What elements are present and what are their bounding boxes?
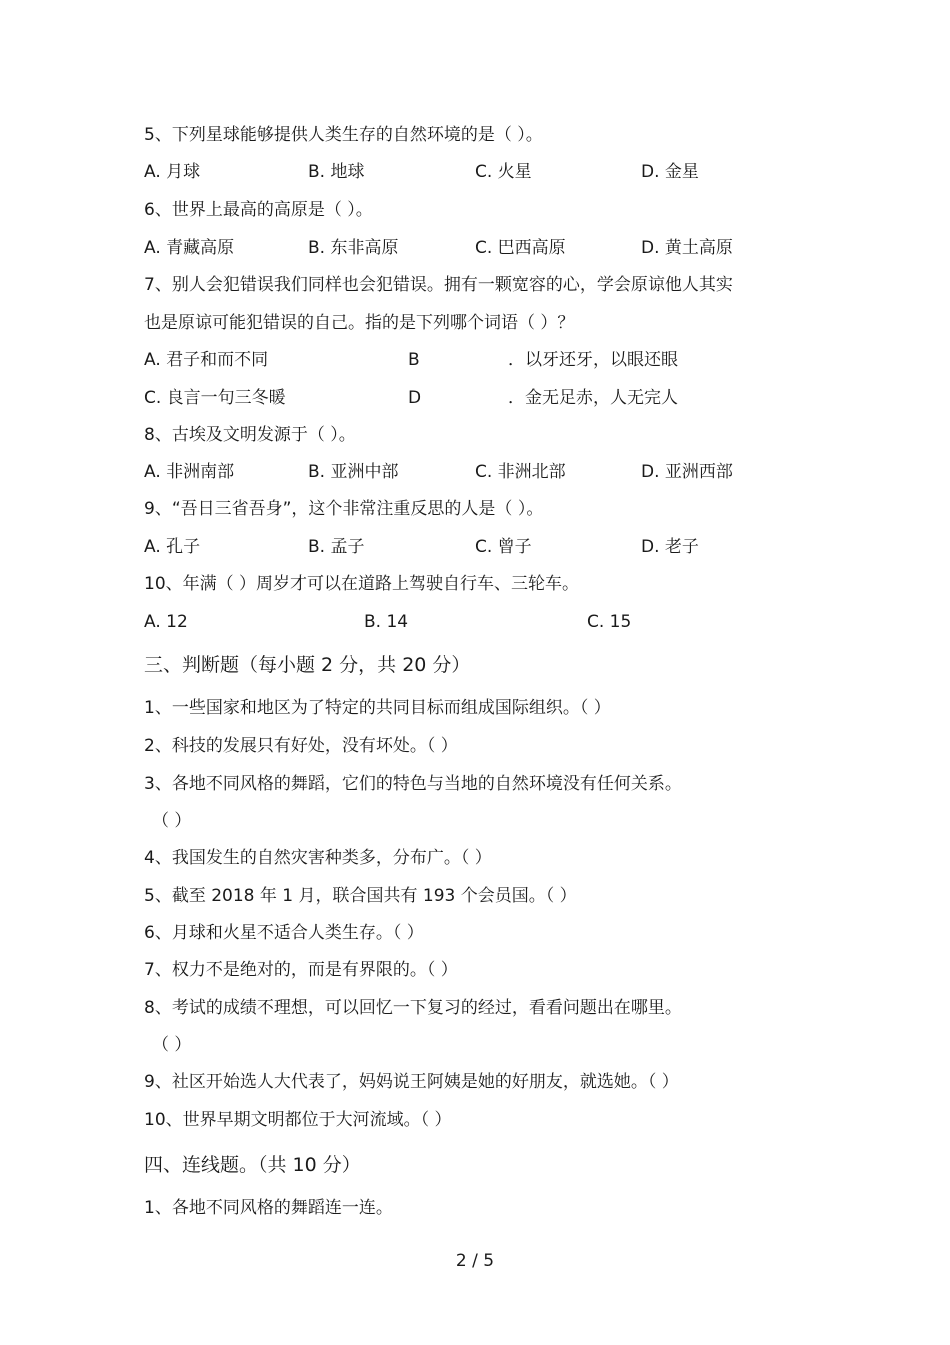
- judge-item-5: 5、截至 2018 年 1 月，联合国共有 193 个会员国。（ ）: [144, 886, 577, 906]
- q8-option-a: A. 非洲南部: [144, 462, 235, 482]
- q5-option-c: C. 火星: [475, 162, 532, 182]
- judge-item-8: 8、考试的成绩不理想，可以回忆一下复习的经过，看看问题出在哪里。: [144, 998, 682, 1018]
- judge-item-2: 2、科技的发展只有好处，没有坏处。（ ）: [144, 736, 458, 756]
- judge-item-1: 1、一些国家和地区为了特定的共同目标而组成国际组织。（ ）: [144, 698, 611, 718]
- section-3-title: 三、判断题（每小题 2 分，共 20 分）: [144, 654, 471, 676]
- question-7-line-2: 也是原谅可能犯错误的自己。指的是下列哪个词语（ ）？: [144, 313, 575, 333]
- q6-option-a: A. 青藏高原: [144, 238, 235, 258]
- judge-item-4: 4、我国发生的自然灾害种类多，分布广。（ ）: [144, 848, 492, 868]
- q6-option-b: B. 东非高原: [308, 238, 399, 258]
- judge-item-9: 9、社区开始选人大代表了，妈妈说王阿姨是她的好朋友，就选她。（ ）: [144, 1072, 679, 1092]
- judge-item-10: 10、世界早期文明都位于大河流域。（ ）: [144, 1110, 452, 1130]
- question-7-line-1: 7、别人会犯错误我们同样也会犯错误。拥有一颗宽容的心，学会原谅他人其实: [144, 275, 733, 295]
- q5-option-a: A. 月球: [144, 162, 201, 182]
- judge-item-3: 3、各地不同风格的舞蹈，它们的特色与当地的自然环境没有任何关系。: [144, 774, 682, 794]
- judge-item-3-bracket: （ ）: [152, 811, 192, 831]
- q9-option-a: A. 孔子: [144, 537, 201, 557]
- judge-item-8-bracket: （ ）: [152, 1035, 192, 1055]
- q8-option-b: B. 亚洲中部: [308, 462, 399, 482]
- q5-option-d: D. 金星: [641, 162, 699, 182]
- question-5: 5、下列星球能够提供人类生存的自然环境的是（ ）。: [144, 125, 543, 145]
- match-item-1: 1、各地不同风格的舞蹈连一连。: [144, 1198, 393, 1218]
- q10-option-a: A. 12: [144, 612, 188, 632]
- question-6: 6、世界上最高的高原是（ ）。: [144, 200, 373, 220]
- q8-option-c: C. 非洲北部: [475, 462, 566, 482]
- q9-option-c: C. 曾子: [475, 537, 532, 557]
- q5-option-b: B. 地球: [308, 162, 365, 182]
- q7-option-a: A. 君子和而不同: [144, 350, 269, 370]
- q10-option-b: B. 14: [364, 612, 409, 632]
- q8-option-d: D. 亚洲西部: [641, 462, 733, 482]
- q10-option-c: C. 15: [587, 612, 632, 632]
- q9-option-b: B. 孟子: [308, 537, 365, 557]
- page-number: 2 / 5: [455, 1251, 495, 1271]
- q7-option-d-letter: D: [408, 388, 422, 408]
- question-8: 8、古埃及文明发源于（ ）。: [144, 425, 356, 445]
- q7-option-c: C. 良言一句三冬暖: [144, 388, 286, 408]
- q6-option-c: C. 巴西高原: [475, 238, 566, 258]
- question-9: 9、“吾日三省吾身”，这个非常注重反思的人是（ ）。: [144, 499, 544, 519]
- section-4-title: 四、连线题。（共 10 分）: [144, 1154, 361, 1176]
- judge-item-7: 7、权力不是绝对的，而是有界限的。（ ）: [144, 960, 458, 980]
- q9-option-d: D. 老子: [641, 537, 699, 557]
- judge-item-6: 6、月球和火星不适合人类生存。（ ）: [144, 923, 424, 943]
- q7-option-d-text: ．金无足赤，人无完人: [508, 388, 678, 408]
- question-10: 10、年满（ ）周岁才可以在道路上驾驶自行车、三轮车。: [144, 574, 580, 594]
- q6-option-d: D. 黄土高原: [641, 238, 733, 258]
- q7-option-b-letter: B: [408, 350, 420, 370]
- q7-option-b-text: ．以牙还牙，以眼还眼: [508, 350, 678, 370]
